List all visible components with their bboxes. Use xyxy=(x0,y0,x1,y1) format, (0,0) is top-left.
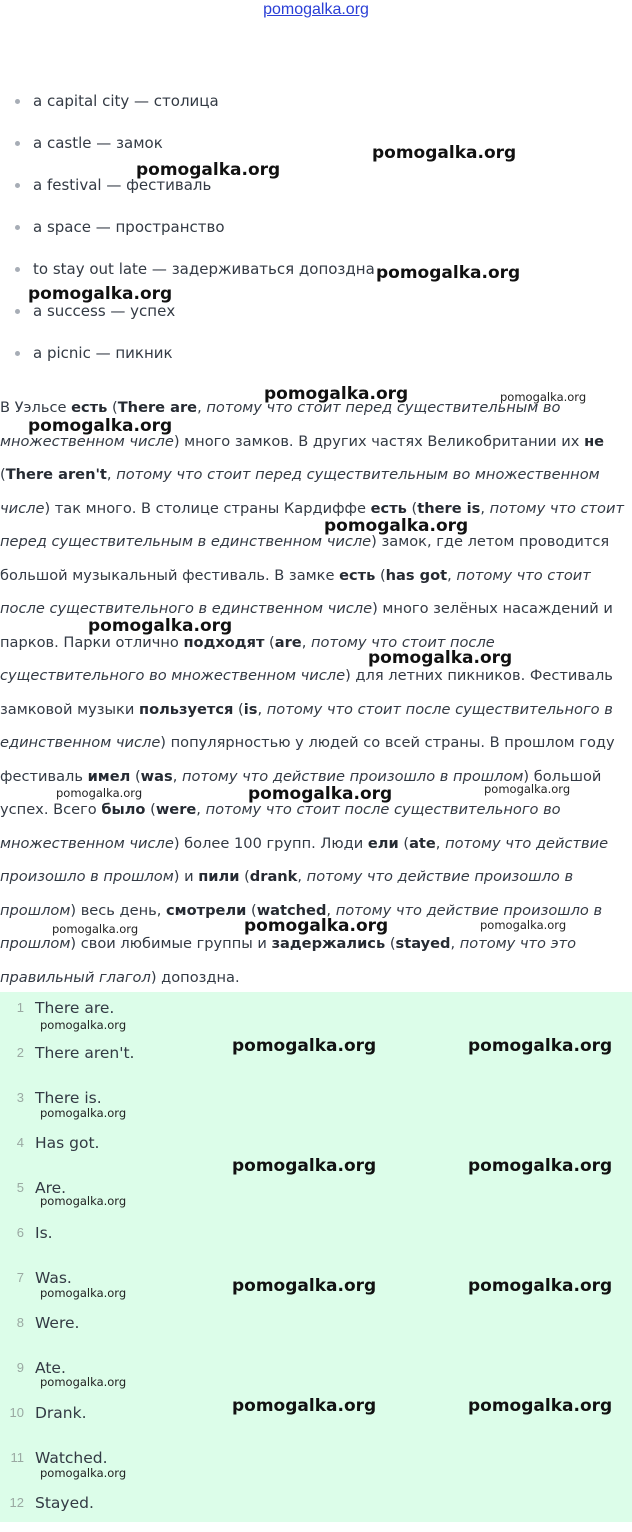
bullet-icon xyxy=(15,141,20,146)
text-run: ( xyxy=(145,801,156,818)
text-run: , xyxy=(257,700,267,718)
watermark: pomogalka.org xyxy=(484,782,571,796)
watermark: pomogalka.org xyxy=(468,1396,613,1416)
watermark: pomogalka.org xyxy=(40,1106,127,1120)
watermark: pomogalka.org xyxy=(376,263,521,283)
watermark: pomogalka.org xyxy=(40,1466,127,1480)
key-verb: ate xyxy=(409,834,436,852)
bullet-icon xyxy=(15,99,20,104)
watermark: pomogalka.org xyxy=(232,1276,377,1296)
answer-text: Are. xyxy=(35,1179,67,1197)
answer-number: 12 xyxy=(9,1495,24,1510)
vocab-item xyxy=(0,164,632,206)
text-run: ( xyxy=(0,466,6,483)
answer-text: Was. xyxy=(35,1269,72,1287)
watermark: pomogalka.org xyxy=(28,416,173,436)
key-verb: было xyxy=(101,801,146,818)
watermark: pomogalka.org xyxy=(264,384,409,404)
watermark: pomogalka.org xyxy=(368,648,513,668)
answer-text: There are. xyxy=(35,999,115,1017)
answer-row xyxy=(0,1307,632,1352)
text-run: , xyxy=(297,868,307,885)
grammar-note: потому что действие произошло в прошлом xyxy=(0,868,574,919)
text-run: ) замок, где летом проводится большой музыкальный фестиваль. В замке xyxy=(0,533,610,584)
key-verb: There aren't xyxy=(5,466,107,483)
grammar-note: потому что стоит перед существительным во множественном числе xyxy=(0,466,600,517)
answer-text: Stayed. xyxy=(35,1494,94,1512)
text-run: ( xyxy=(107,399,118,416)
text-run: ) и xyxy=(173,868,199,885)
watermark: pomogalka.org xyxy=(468,1276,613,1296)
site-link[interactable]: pomogalka.org xyxy=(263,1,369,18)
answer-text: Were. xyxy=(35,1314,80,1332)
answer-text: Is. xyxy=(35,1224,53,1242)
key-verb: пили xyxy=(198,868,240,885)
text-run: ( xyxy=(398,834,410,852)
watermark: pomogalka.org xyxy=(56,786,143,800)
text-run: , xyxy=(196,801,206,818)
answer-number: 2 xyxy=(16,1045,24,1060)
watermark: pomogalka.org xyxy=(248,784,393,804)
text-run: , xyxy=(480,499,490,517)
grammar-note: потому что стоит после существительного в единственном числе xyxy=(0,566,591,617)
key-verb: was xyxy=(140,767,173,785)
watermark: pomogalka.org xyxy=(324,516,469,536)
vocab-item-text: a picnic — пикник xyxy=(33,344,173,362)
grammar-note: потому что это правильный глагол xyxy=(0,935,577,986)
answer-number: 3 xyxy=(16,1090,24,1105)
vocab-item xyxy=(0,332,632,374)
grammar-note: потому что стоит после существительного в единственном числе xyxy=(0,700,613,751)
text-run: , xyxy=(301,633,311,651)
text-run: ) более 100 групп. Люди xyxy=(173,834,368,852)
text-run: ( xyxy=(239,868,250,885)
text-run: ( xyxy=(264,633,275,651)
key-verb: есть xyxy=(339,566,376,584)
text-run: ( xyxy=(375,566,386,584)
text-run: В Уэльсе xyxy=(0,399,72,416)
grammar-note: потому что действие произошло в прошлом xyxy=(181,767,524,785)
text-run: , xyxy=(450,935,460,952)
bullet-icon xyxy=(15,309,20,314)
watermark: pomogalka.org xyxy=(232,1036,377,1056)
grammar-note: потому что действие произошло в прошлом xyxy=(0,901,603,952)
key-verb: не xyxy=(584,432,605,450)
watermark: pomogalka.org xyxy=(468,1036,613,1056)
text-run: ( xyxy=(385,935,396,952)
text-run: , xyxy=(326,901,336,919)
watermark: pomogalka.org xyxy=(40,1018,127,1032)
answer-number: 9 xyxy=(16,1360,24,1375)
key-verb: пользуется xyxy=(138,700,234,718)
grammar-note: потому что стоит после существительного во множественном числе xyxy=(0,801,561,852)
vocab-item xyxy=(0,80,632,122)
text-run: ) популярностью у людей со всей страны. В прошлом году фестиваль xyxy=(0,734,615,785)
answer-number: 11 xyxy=(10,1450,24,1465)
vocab-item-text: a space — пространство xyxy=(33,218,225,236)
key-verb: watched xyxy=(256,901,327,919)
vocab-item xyxy=(0,206,632,248)
answer-row xyxy=(0,1487,632,1532)
key-verb: смотрели xyxy=(166,901,247,919)
vocabulary-list xyxy=(0,80,632,374)
key-verb: is xyxy=(243,700,258,718)
bullet-icon xyxy=(15,183,20,188)
text-run: ) свои любимые группы и xyxy=(70,935,272,952)
answer-text: Drank. xyxy=(35,1404,87,1422)
text-run: ( xyxy=(246,901,257,919)
key-verb: задержались xyxy=(271,935,386,952)
watermark: pomogalka.org xyxy=(28,284,173,304)
text-run: ) большой успех. Всего xyxy=(0,767,602,818)
vocab-item xyxy=(0,122,632,164)
text-run: , xyxy=(106,466,117,483)
key-verb: подходят xyxy=(183,633,265,651)
watermark: pomogalka.org xyxy=(232,1396,377,1416)
answer-number: 1 xyxy=(16,1000,24,1015)
watermark: pomogalka.org xyxy=(40,1286,127,1300)
watermark: pomogalka.org xyxy=(480,918,567,932)
vocab-item-text: to stay out late — задерживаться допоздна xyxy=(33,260,375,278)
answer-text: Has got. xyxy=(35,1134,100,1152)
text-run: , xyxy=(197,399,207,416)
watermark: pomogalka.org xyxy=(40,1375,127,1389)
answers-panel xyxy=(0,992,632,1522)
text-run: ) весь день, xyxy=(70,901,167,919)
key-verb: are xyxy=(274,633,302,651)
key-verb: there is xyxy=(417,499,481,517)
text-run: ( xyxy=(130,767,141,785)
watermark: pomogalka.org xyxy=(244,916,389,936)
bullet-icon xyxy=(15,351,20,356)
text-run: , xyxy=(435,834,446,852)
watermark: pomogalka.org xyxy=(88,616,233,636)
answer-text: Ate. xyxy=(35,1359,66,1377)
answer-row xyxy=(0,1217,632,1262)
bullet-icon xyxy=(15,267,20,272)
key-verb: имел xyxy=(87,767,131,785)
watermark: pomogalka.org xyxy=(136,160,281,180)
answer-number: 4 xyxy=(16,1135,24,1150)
text-run: ( xyxy=(406,499,418,517)
grammar-note: потому что стоит перед существительным во множественном числе xyxy=(0,399,561,450)
key-verb: есть xyxy=(370,499,407,517)
key-verb: stayed xyxy=(395,935,451,952)
text-run: ( xyxy=(233,700,244,718)
answer-text: There is. xyxy=(35,1089,102,1107)
key-verb: drank xyxy=(249,868,298,885)
grammar-note: потому что стоит перед существительным в единственном числе xyxy=(0,499,624,550)
explanation-paragraph xyxy=(0,391,630,994)
grammar-note: потому что стоит после существительного во множественном числе xyxy=(0,633,495,684)
key-verb: were xyxy=(155,801,197,818)
text-run: ) допоздна. xyxy=(150,968,240,986)
text-run: , xyxy=(172,767,182,785)
vocab-item-text: a festival — фестиваль xyxy=(33,176,212,194)
key-verb: ели xyxy=(367,834,399,852)
watermark: pomogalka.org xyxy=(468,1156,613,1176)
answer-number: 10 xyxy=(9,1405,24,1420)
text-run: ) много зелёных насаждений и парков. Парки отлично xyxy=(0,600,613,651)
key-verb: есть xyxy=(71,399,108,416)
answer-text: There aren't. xyxy=(35,1044,135,1062)
watermark: pomogalka.org xyxy=(500,390,587,404)
grammar-note: потому что действие произошло в прошлом xyxy=(0,834,609,885)
vocab-item-text: a castle — замок xyxy=(33,134,163,152)
answer-number: 6 xyxy=(16,1225,24,1240)
watermark: pomogalka.org xyxy=(52,922,139,936)
watermark: pomogalka.org xyxy=(232,1156,377,1176)
answer-number: 7 xyxy=(16,1270,24,1285)
watermark: pomogalka.org xyxy=(40,1194,127,1208)
key-verb: There are xyxy=(117,399,198,416)
answer-number: 5 xyxy=(16,1180,24,1195)
bullet-icon xyxy=(15,225,20,230)
watermark: pomogalka.org xyxy=(372,143,517,163)
answer-row xyxy=(0,1442,632,1487)
text-run: ) для летних пикников. Фестиваль замковой музыки xyxy=(0,667,613,718)
answer-number: 8 xyxy=(16,1315,24,1330)
key-verb: has got xyxy=(385,566,448,584)
text-run: , xyxy=(447,566,457,584)
answer-row xyxy=(0,1082,632,1127)
answer-text: Watched. xyxy=(35,1449,108,1467)
text-run: ) много замков. В других частях Великобритании их xyxy=(173,432,585,450)
vocab-item-text: a success — успех xyxy=(33,302,176,320)
vocab-item-text: a capital city — столица xyxy=(33,92,219,110)
text-run: ) так много. В столице страны Кардиффе xyxy=(44,499,371,517)
